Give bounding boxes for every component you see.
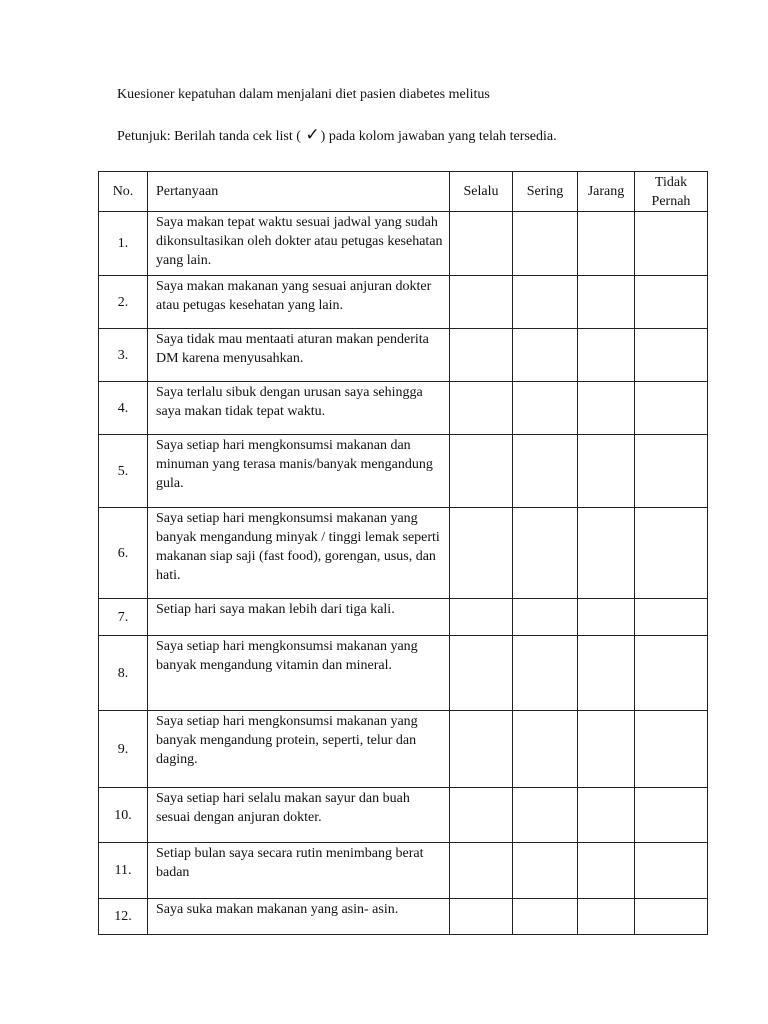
answer-cell-never[interactable] <box>635 435 708 508</box>
row-number: 3. <box>99 329 148 382</box>
answer-cell-never[interactable] <box>635 212 708 276</box>
question-text: Saya setiap hari mengkonsumsi makanan yang banyak mengandung vitamin dan mineral. <box>156 639 418 673</box>
question-cell <box>148 711 450 788</box>
answer-cell-rarely[interactable] <box>578 212 635 276</box>
answer-cell-never[interactable] <box>635 788 708 843</box>
table-row <box>99 382 708 435</box>
answer-cell-often[interactable] <box>513 599 578 636</box>
answer-cell-always[interactable] <box>450 435 513 508</box>
table-row <box>99 276 708 329</box>
answer-cell-rarely[interactable] <box>578 788 635 843</box>
header-question: Pertanyaan <box>148 172 450 212</box>
question-text: Saya setiap hari mengkonsumsi makanan yang banyak mengandung protein, seperti, telur dan daging. <box>156 714 418 767</box>
answer-cell-rarely[interactable] <box>578 636 635 711</box>
checkmark-icon: ✓ <box>305 125 320 145</box>
answer-cell-always[interactable] <box>450 508 513 599</box>
table-row <box>99 435 708 508</box>
question-cell <box>148 636 450 711</box>
question-cell <box>148 899 450 935</box>
row-number: 4. <box>99 382 148 435</box>
question-cell <box>148 212 450 276</box>
question-text: Saya suka makan makanan yang asin- asin. <box>156 902 399 917</box>
question-cell <box>148 382 450 435</box>
header-never-line2: Pernah <box>651 193 691 209</box>
answer-cell-rarely[interactable] <box>578 382 635 435</box>
answer-cell-rarely[interactable] <box>578 276 635 329</box>
answer-cell-always[interactable] <box>450 276 513 329</box>
answer-cell-rarely[interactable] <box>578 599 635 636</box>
header-never <box>635 172 708 212</box>
question-cell <box>148 329 450 382</box>
answer-cell-always[interactable] <box>450 212 513 276</box>
questionnaire-table <box>98 171 708 935</box>
answer-cell-often[interactable] <box>513 899 578 935</box>
answer-cell-always[interactable] <box>450 329 513 382</box>
question-text: Setiap hari saya makan lebih dari tiga kali. <box>156 602 395 617</box>
answer-cell-never[interactable] <box>635 843 708 899</box>
row-number: 7. <box>99 599 148 636</box>
question-cell <box>148 276 450 329</box>
row-number: 12. <box>99 899 148 935</box>
answer-cell-rarely[interactable] <box>578 899 635 935</box>
table-row <box>99 636 708 711</box>
table-row <box>99 329 708 382</box>
question-text: Saya makan makanan yang sesuai anjuran dokter atau petugas kesehatan yang lain. <box>156 279 432 313</box>
table-row <box>99 711 708 788</box>
answer-cell-often[interactable] <box>513 711 578 788</box>
question-text: Saya setiap hari mengkonsumsi makanan yang banyak mengandung minyak / tinggi lemak seperti makanan siap saji (fast food), gorengan, usus, dan hati. <box>156 511 440 583</box>
row-number: 6. <box>99 508 148 599</box>
question-text: Saya setiap hari mengkonsumsi makanan dan minuman yang terasa manis/banyak mengandung gula. <box>156 438 433 491</box>
header-often: Sering <box>513 172 578 212</box>
answer-cell-always[interactable] <box>450 636 513 711</box>
answer-cell-often[interactable] <box>513 508 578 599</box>
row-number: 2. <box>99 276 148 329</box>
answer-cell-often[interactable] <box>513 435 578 508</box>
answer-cell-rarely[interactable] <box>578 435 635 508</box>
table-row <box>99 843 708 899</box>
question-cell <box>148 599 450 636</box>
answer-cell-often[interactable] <box>513 329 578 382</box>
answer-cell-often[interactable] <box>513 212 578 276</box>
row-number: 11. <box>99 843 148 899</box>
question-text: Saya makan tepat waktu sesuai jadwal yang sudah dikonsultasikan oleh dokter atau petugas kesehatan yang lain. <box>156 215 443 268</box>
question-text: Saya tidak mau mentaati aturan makan penderita DM karena menyusahkan. <box>156 332 429 366</box>
answer-cell-often[interactable] <box>513 382 578 435</box>
table-row <box>99 212 708 276</box>
answer-cell-never[interactable] <box>635 636 708 711</box>
question-cell <box>148 843 450 899</box>
answer-cell-always[interactable] <box>450 711 513 788</box>
question-cell <box>148 435 450 508</box>
answer-cell-rarely[interactable] <box>578 508 635 599</box>
row-number: 10. <box>99 788 148 843</box>
question-text: Setiap bulan saya secara rutin menimbang berat badan <box>156 846 424 880</box>
answer-cell-always[interactable] <box>450 382 513 435</box>
answer-cell-rarely[interactable] <box>578 843 635 899</box>
question-cell <box>148 508 450 599</box>
question-text: Saya terlalu sibuk dengan urusan saya sehingga saya makan tidak tepat waktu. <box>156 385 423 419</box>
answer-cell-never[interactable] <box>635 276 708 329</box>
header-no: No. <box>99 172 148 212</box>
answer-cell-never[interactable] <box>635 899 708 935</box>
question-text: Saya setiap hari selalu makan sayur dan buah sesuai dengan anjuran dokter. <box>156 791 410 825</box>
table-row <box>99 599 708 636</box>
table-row <box>99 899 708 935</box>
instruction-text <box>117 126 557 146</box>
table-row <box>99 788 708 843</box>
answer-cell-always[interactable] <box>450 599 513 636</box>
answer-cell-often[interactable] <box>513 276 578 329</box>
answer-cell-always[interactable] <box>450 788 513 843</box>
row-number: 5. <box>99 435 148 508</box>
document-title: Kuesioner kepatuhan dalam menjalani diet pasien diabetes melitus <box>117 87 490 102</box>
table-row <box>99 508 708 599</box>
answer-cell-rarely[interactable] <box>578 711 635 788</box>
answer-cell-never[interactable] <box>635 382 708 435</box>
header-row <box>99 172 708 212</box>
answer-cell-never[interactable] <box>635 599 708 636</box>
row-number: 1. <box>99 212 148 276</box>
header-never-line1: Tidak <box>654 174 688 190</box>
row-number: 9. <box>99 711 148 788</box>
header-rarely: Jarang <box>578 172 635 212</box>
row-number: 8. <box>99 636 148 711</box>
answer-cell-always[interactable] <box>450 843 513 899</box>
answer-cell-never[interactable] <box>635 329 708 382</box>
question-cell <box>148 788 450 843</box>
instruction-prefix: Petunjuk: Berilah tanda cek list ( <box>117 129 301 144</box>
instruction-suffix: ) pada kolom jawaban yang telah tersedia. <box>320 129 557 144</box>
answer-cell-never[interactable] <box>635 508 708 599</box>
answer-cell-often[interactable] <box>513 788 578 843</box>
answer-cell-often[interactable] <box>513 636 578 711</box>
answer-cell-rarely[interactable] <box>578 329 635 382</box>
answer-cell-always[interactable] <box>450 899 513 935</box>
answer-cell-often[interactable] <box>513 843 578 899</box>
answer-cell-never[interactable] <box>635 711 708 788</box>
header-always: Selalu <box>450 172 513 212</box>
